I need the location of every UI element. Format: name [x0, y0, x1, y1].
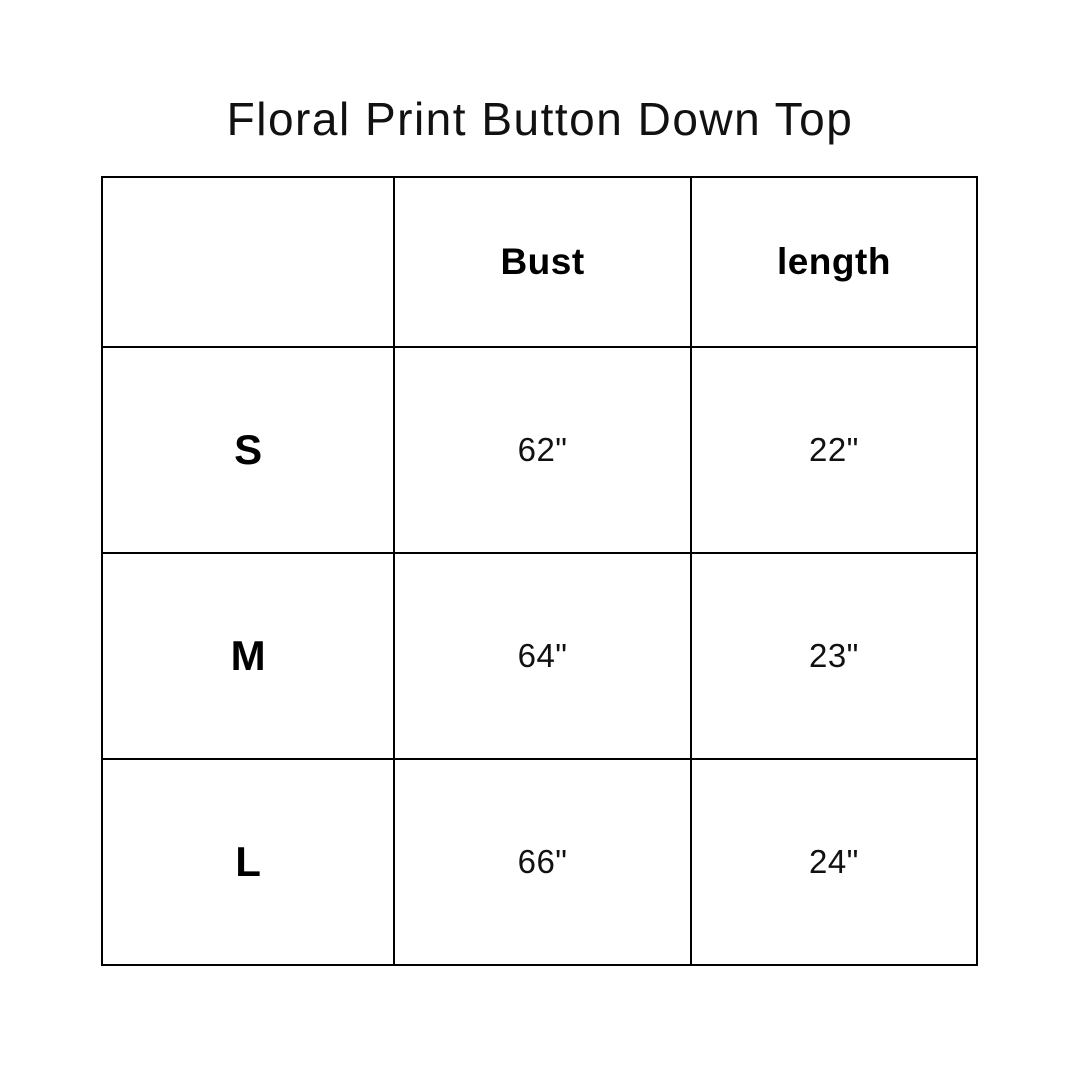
page-title: Floral Print Button Down Top	[226, 93, 854, 145]
column-header-bust: Bust	[394, 177, 691, 347]
table-row	[102, 347, 977, 553]
table-row	[102, 759, 977, 965]
size-label-l: L	[102, 759, 394, 965]
table-header-row	[102, 177, 977, 347]
length-value-m: 23"	[691, 553, 977, 759]
length-value-s: 22"	[691, 347, 977, 553]
size-label-m: M	[102, 553, 394, 759]
size-chart-table	[101, 176, 978, 966]
corner-cell	[102, 177, 394, 347]
length-value-l: 24"	[691, 759, 977, 965]
bust-value-l: 66"	[394, 759, 691, 965]
bust-value-s: 62"	[394, 347, 691, 553]
size-label-s: S	[102, 347, 394, 553]
table-row	[102, 553, 977, 759]
column-header-length: length	[691, 177, 977, 347]
bust-value-m: 64"	[394, 553, 691, 759]
